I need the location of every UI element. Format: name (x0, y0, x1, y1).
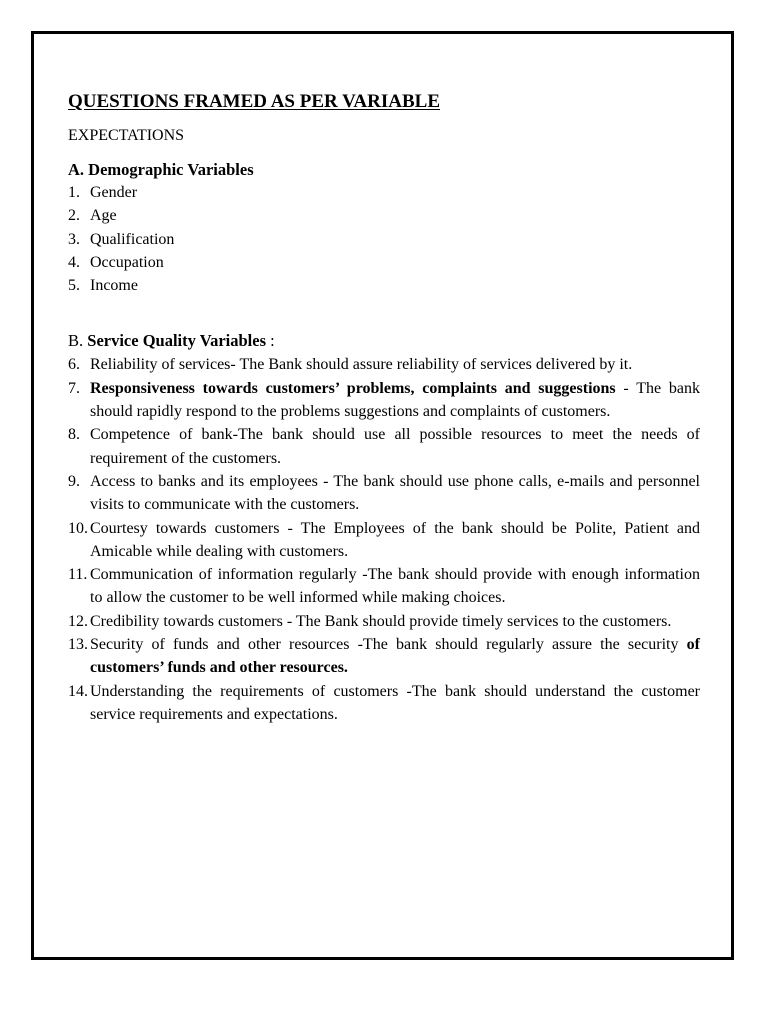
list-item-number: 9. (68, 472, 80, 490)
list-item (68, 377, 700, 424)
list-item-text: Age (90, 207, 117, 225)
list-item (68, 251, 700, 274)
section-a-title (68, 159, 700, 181)
list-item (68, 470, 700, 517)
list-item-text: Security of funds and other resources -The bank should regularly assure the security (90, 636, 687, 654)
section-b-suffix: : (266, 331, 275, 351)
document-body (68, 90, 700, 726)
list-item-text: - The bank should rapidly respond to the problems suggestions and complaints of customers. (90, 379, 701, 421)
section-a-prefix: A. (68, 160, 85, 179)
list-item-text: Gender (90, 184, 138, 201)
page-title: QUESTIONS FRAMED AS PER VARIABLE (68, 91, 440, 112)
expectations-label: EXPECTATIONS (68, 127, 185, 144)
list-item-number: 7. (68, 379, 80, 397)
list-item (68, 204, 700, 227)
list-item-number: 1. (68, 184, 80, 201)
list-item-bold-tail: of customers’ funds and other resources. (90, 636, 700, 677)
list-item (68, 274, 700, 297)
list-item (68, 563, 700, 610)
list-item-number: 2. (68, 207, 80, 225)
list-item-number: 3. (68, 230, 80, 248)
list-item-bold-text: Responsiveness towards customers’ problems, complaints and suggestions (90, 379, 616, 397)
list-item (68, 517, 700, 564)
list-item-text: Occupation (90, 253, 164, 271)
demographic-list (68, 181, 700, 297)
section-b-prefix: B. (68, 331, 84, 351)
list-item-number: 13. (68, 636, 88, 654)
list-item-text: Qualification (90, 230, 175, 248)
list-item (68, 423, 700, 470)
list-item-text: Credibility towards customers - The Bank should provide timely services to the customers. (90, 612, 672, 630)
list-item-text: Courtesy towards customers - The Employees of the bank should be Polite, Patient and Amicable while dealing with customers. (90, 519, 700, 560)
list-item (68, 633, 700, 680)
list-item-number: 12. (68, 612, 88, 630)
list-item (68, 228, 700, 251)
section-b-title (68, 330, 700, 352)
list-item (68, 610, 700, 633)
list-item-number: 6. (68, 356, 80, 374)
list-item-number: 10. (68, 519, 88, 537)
list-item-number: 11. (68, 566, 88, 584)
list-item-number: 14. (68, 682, 88, 700)
list-item-text: Reliability of services- The Bank should assure reliability of services delivered by it. (90, 356, 633, 374)
section-a-heading: Demographic Variables (88, 160, 254, 179)
list-item-text: Communication of information regularly -The bank should provide with enough information to allow the customer to be well informed while making choices. (90, 566, 700, 607)
list-item (68, 181, 700, 204)
list-item-text: Understanding the requirements of customers -The bank should understand the customer service requirements and expectations. (90, 682, 700, 723)
list-item-text: Income (90, 277, 138, 295)
list-item-number: 5. (68, 277, 80, 295)
section-b-heading: Service Quality Variables (87, 331, 267, 351)
list-item (68, 353, 700, 376)
list-item-text: Competence of bank-The bank should use all possible resources to meet the needs of requirement of the customers. (90, 426, 700, 467)
list-item-number: 4. (68, 253, 80, 271)
list-item-number: 8. (68, 426, 80, 444)
list-item-text: Access to banks and its employees - The bank should use phone calls, e-mails and personnel visits to communicate with the customers. (90, 472, 700, 514)
service-quality-list (68, 353, 700, 726)
list-item (68, 680, 700, 727)
